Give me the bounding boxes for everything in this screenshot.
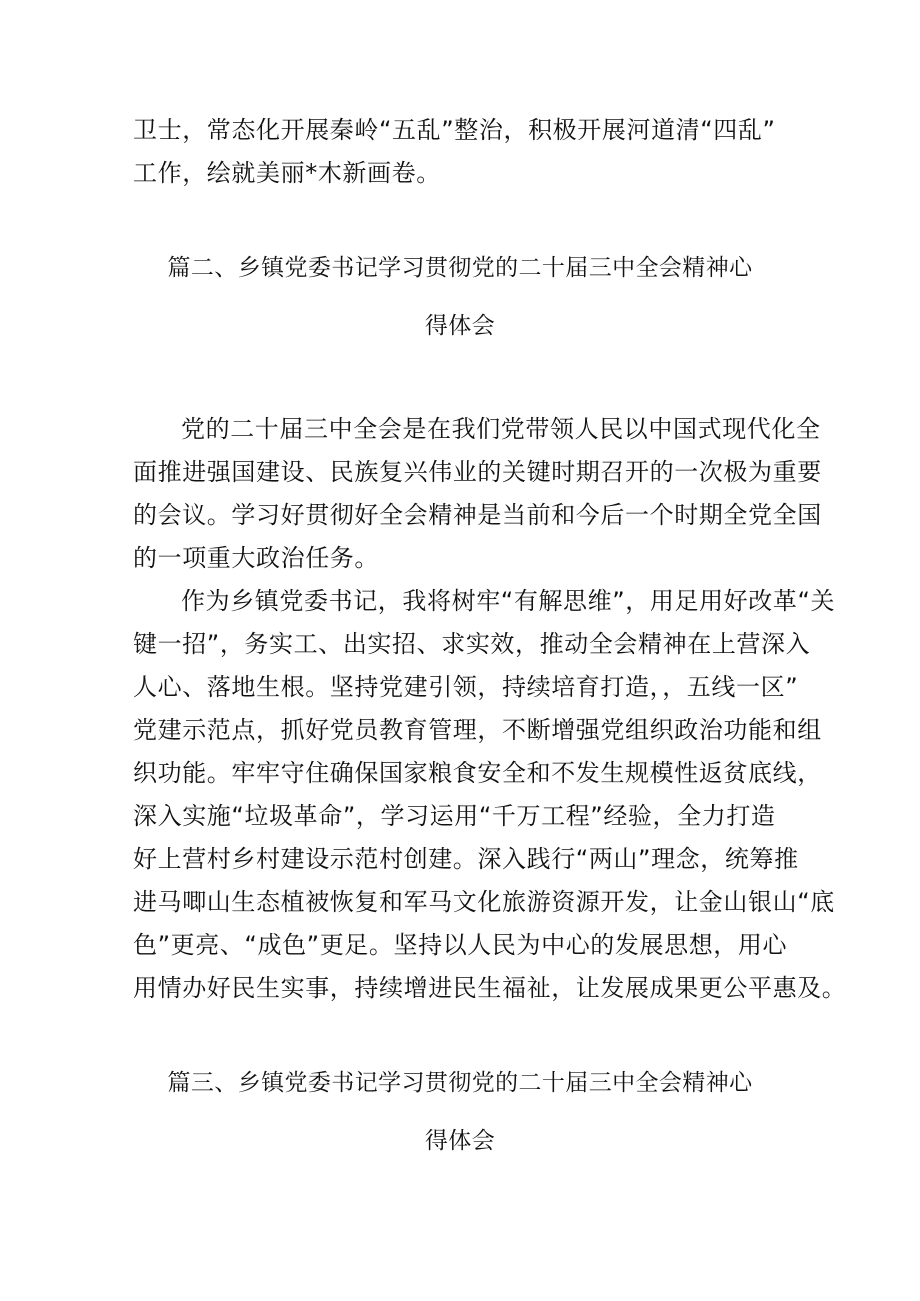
section2-para2-line-8: 进马唧山生态植被恢复和军马文化旅游资源开发，让金山银山“底 <box>133 888 835 916</box>
section2-para2-line-6: 深入实施“垃圾革命”，学习运用“千万工程”经验，全力打造 <box>133 802 776 830</box>
section2-para1-line-1: 党的二十届三中全会是在我们党带领人民以中国式现代化全 <box>181 415 821 443</box>
continuation-line-1: 卫士，常态化开展秦岭“五乱”整治，积极开展河道清“四乱” <box>133 116 776 144</box>
section2-para2-line-4: 党建示范点，抓好党员教育管理，不断增强党组织政治功能和组 <box>133 716 822 744</box>
section2-title-line-2: 得体会 <box>424 313 496 339</box>
continuation-line-2: 工作，绘就美丽*木新画卷。 <box>133 159 441 187</box>
section2-para1-line-4: 的一项重大政治任务。 <box>133 544 379 572</box>
section2-para2-line-3: 人心、落地生根。坚持党建引领，持续培育打造，，五线一区” <box>133 673 799 701</box>
section2-para2-line-7: 好上营村乡村建设示范村创建。深入践行“两山”理念，统筹推 <box>133 845 799 873</box>
section2-title-line-1: 篇二、乡镇党委书记学习贯彻党的二十届三中全会精神心 <box>167 255 753 281</box>
section2-para2-line-5: 织功能。牢牢守住确保国家粮食安全和不发生规模性返贫底线， <box>133 759 822 787</box>
section2-para2-line-9: 色”更亮、“成色”更足。坚持以人民为中心的发展思想，用心 <box>133 931 788 959</box>
section3-title-line-1: 篇三、乡镇党委书记学习贯彻党的二十届三中全会精神心 <box>167 1070 753 1096</box>
section3-title-line-2: 得体会 <box>424 1128 496 1154</box>
section2-para1-line-2: 面推进强国建设、民族复兴伟业的关键时期召开的一次极为重要 <box>133 458 822 486</box>
section2-para1-line-3: 的会议。学习好贯彻好全会精神是当前和今后一个时期全党全国 <box>133 501 822 529</box>
section2-para2-line-10: 用情办好民生实事，持续增进民生福祉，让发展成果更公平惠及。 <box>133 974 847 1002</box>
section2-para2-line-1: 作为乡镇党委书记，我将树牢“有解思维”，用足用好改革“关 <box>181 587 836 615</box>
section2-para2-line-2: 键一招”，务实工、出实招、求实效，推动全会精神在上营深入 <box>133 630 811 658</box>
